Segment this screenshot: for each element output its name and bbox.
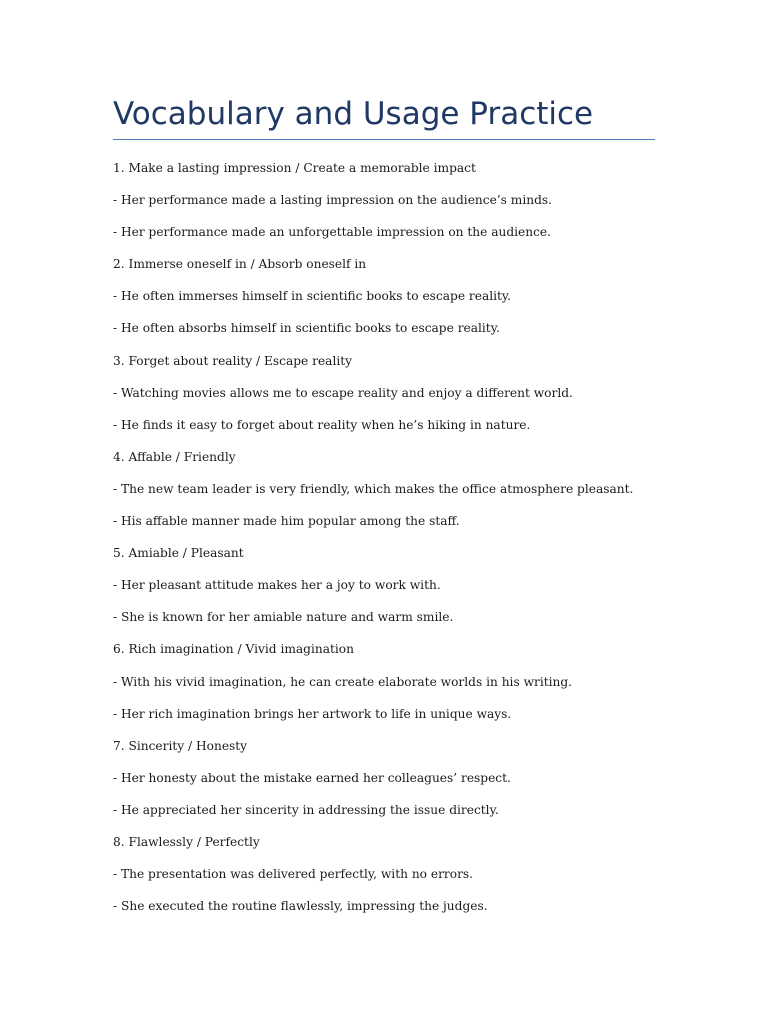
example-sentence: - He often absorbs himself in scientific books to escape reality. <box>113 321 500 336</box>
example-sentence: - The new team leader is very friendly, which makes the office atmosphere pleasant. <box>113 481 634 496</box>
example-sentence: - He often immerses himself in scientific books to escape reality. <box>113 289 512 304</box>
vocab-heading-7: 7. Sincerity / Honesty <box>113 738 248 753</box>
example-sentence: - Her honesty about the mistake earned her colleagues’ respect. <box>113 770 511 785</box>
example-sentence: - Her performance made an unforgettable impression on the audience. <box>113 225 552 240</box>
vocab-heading-5: 5. Amiable / Pleasant <box>113 546 244 561</box>
example-sentence: - He finds it easy to forget about reality when he’s hiking in nature. <box>113 417 531 432</box>
vocab-heading-2: 2. Immerse oneself in / Absorb oneself in <box>113 257 367 272</box>
example-sentence: - His affable manner made him popular among the staff. <box>113 514 460 529</box>
vocab-heading-4: 4. Affable / Friendly <box>113 449 236 464</box>
example-sentence: - Her rich imagination brings her artwork to life in unique ways. <box>113 706 512 721</box>
vocab-heading-6: 6. Rich imagination / Vivid imagination <box>113 642 354 657</box>
title-underline <box>113 139 655 140</box>
example-sentence: - She executed the routine flawlessly, impressing the judges. <box>113 899 488 914</box>
vocab-heading-3: 3. Forget about reality / Escape reality <box>113 353 353 368</box>
example-sentence: - The presentation was delivered perfectly, with no errors. <box>113 867 474 882</box>
example-sentence: - Watching movies allows me to escape reality and enjoy a different world. <box>113 385 573 400</box>
example-sentence: - She is known for her amiable nature and warm smile. <box>113 610 454 625</box>
example-sentence: - He appreciated her sincerity in addressing the issue directly. <box>113 802 499 817</box>
vocab-heading-8: 8. Flawlessly / Perfectly <box>113 834 260 849</box>
example-sentence: - Her performance made a lasting impression on the audience’s minds. <box>113 193 553 208</box>
document-body <box>113 158 673 928</box>
document-title: Vocabulary and Usage Practice <box>113 96 594 132</box>
example-sentence: - With his vivid imagination, he can create elaborate worlds in his writing. <box>113 674 573 689</box>
example-sentence: - Her pleasant attitude makes her a joy to work with. <box>113 578 441 593</box>
vocab-heading-1: 1. Make a lasting impression / Create a memorable impact <box>113 161 476 175</box>
